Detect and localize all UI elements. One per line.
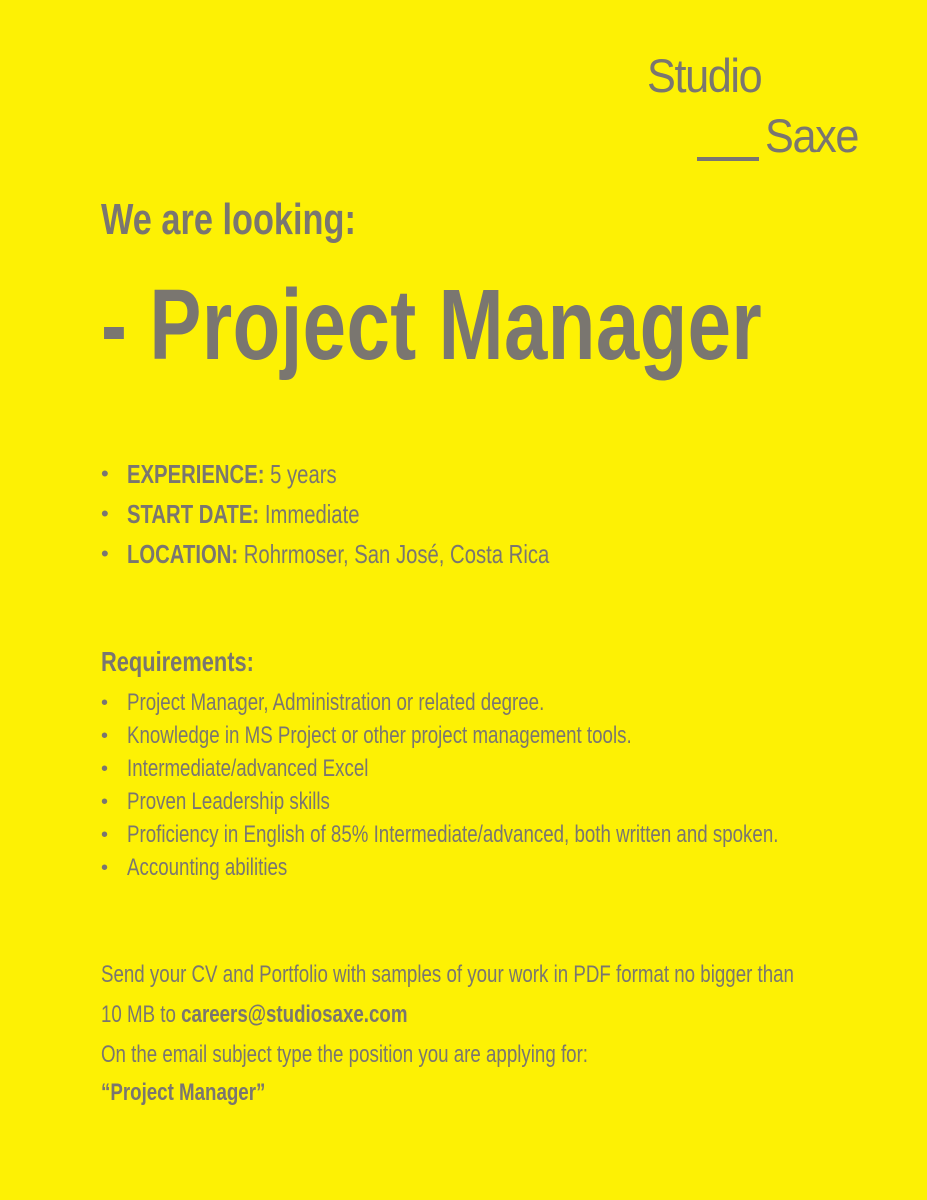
application-email-line	[101, 1000, 407, 1030]
heading-we-are-looking: We are looking:	[101, 195, 356, 244]
logo-word-studio: Studio	[647, 49, 762, 102]
bullet: •	[101, 461, 109, 486]
fact-label: LOCATION:	[127, 539, 239, 569]
requirements-heading: Requirements:	[101, 646, 254, 677]
bullet: •	[101, 791, 109, 813]
bullet: •	[101, 541, 109, 566]
requirement-text: Project Manager, Administration or related degree.	[127, 689, 545, 716]
subject-position: “Project Manager”	[101, 1079, 266, 1106]
fact-label: EXPERIENCE:	[127, 459, 265, 489]
bullet: •	[101, 824, 109, 846]
bullet: •	[101, 857, 109, 879]
bullet: •	[101, 692, 109, 714]
fact-experience-text	[127, 458, 337, 490]
position-title: - Project Manager	[101, 269, 763, 381]
requirement-text: Knowledge in MS Project or other project management tools.	[127, 722, 632, 749]
fact-label: START DATE:	[127, 499, 260, 529]
studio-saxe-logo	[645, 49, 885, 162]
bullet: •	[101, 501, 109, 526]
fact-value: Immediate	[259, 499, 360, 529]
bullet: •	[101, 758, 109, 780]
fact-value: 5 years	[264, 459, 337, 489]
fact-value: Rohrmoser, San José, Costa Rica	[238, 539, 550, 569]
email-prefix: 10 MB to	[101, 1001, 182, 1028]
logo-word-saxe: Saxe	[765, 109, 859, 162]
requirement-text: Accounting abilities	[127, 854, 288, 881]
fact-location-text	[127, 538, 549, 570]
requirement-text: Proficiency in English of 85% Intermediate/advanced, both written and spoken.	[127, 821, 779, 848]
application-instructions: Send your CV and Portfolio with samples of your work in PDF format no bigger than	[101, 961, 794, 988]
email-address[interactable]: careers@studiosaxe.com	[181, 1001, 408, 1028]
bullet: •	[101, 725, 109, 747]
logo-dash	[697, 157, 759, 161]
requirement-text: Proven Leadership skills	[127, 788, 330, 815]
subject-instructions: On the email subject type the position you are applying for:	[101, 1041, 589, 1068]
fact-start-date-text	[127, 498, 360, 530]
requirement-text: Intermediate/advanced Excel	[127, 755, 369, 782]
